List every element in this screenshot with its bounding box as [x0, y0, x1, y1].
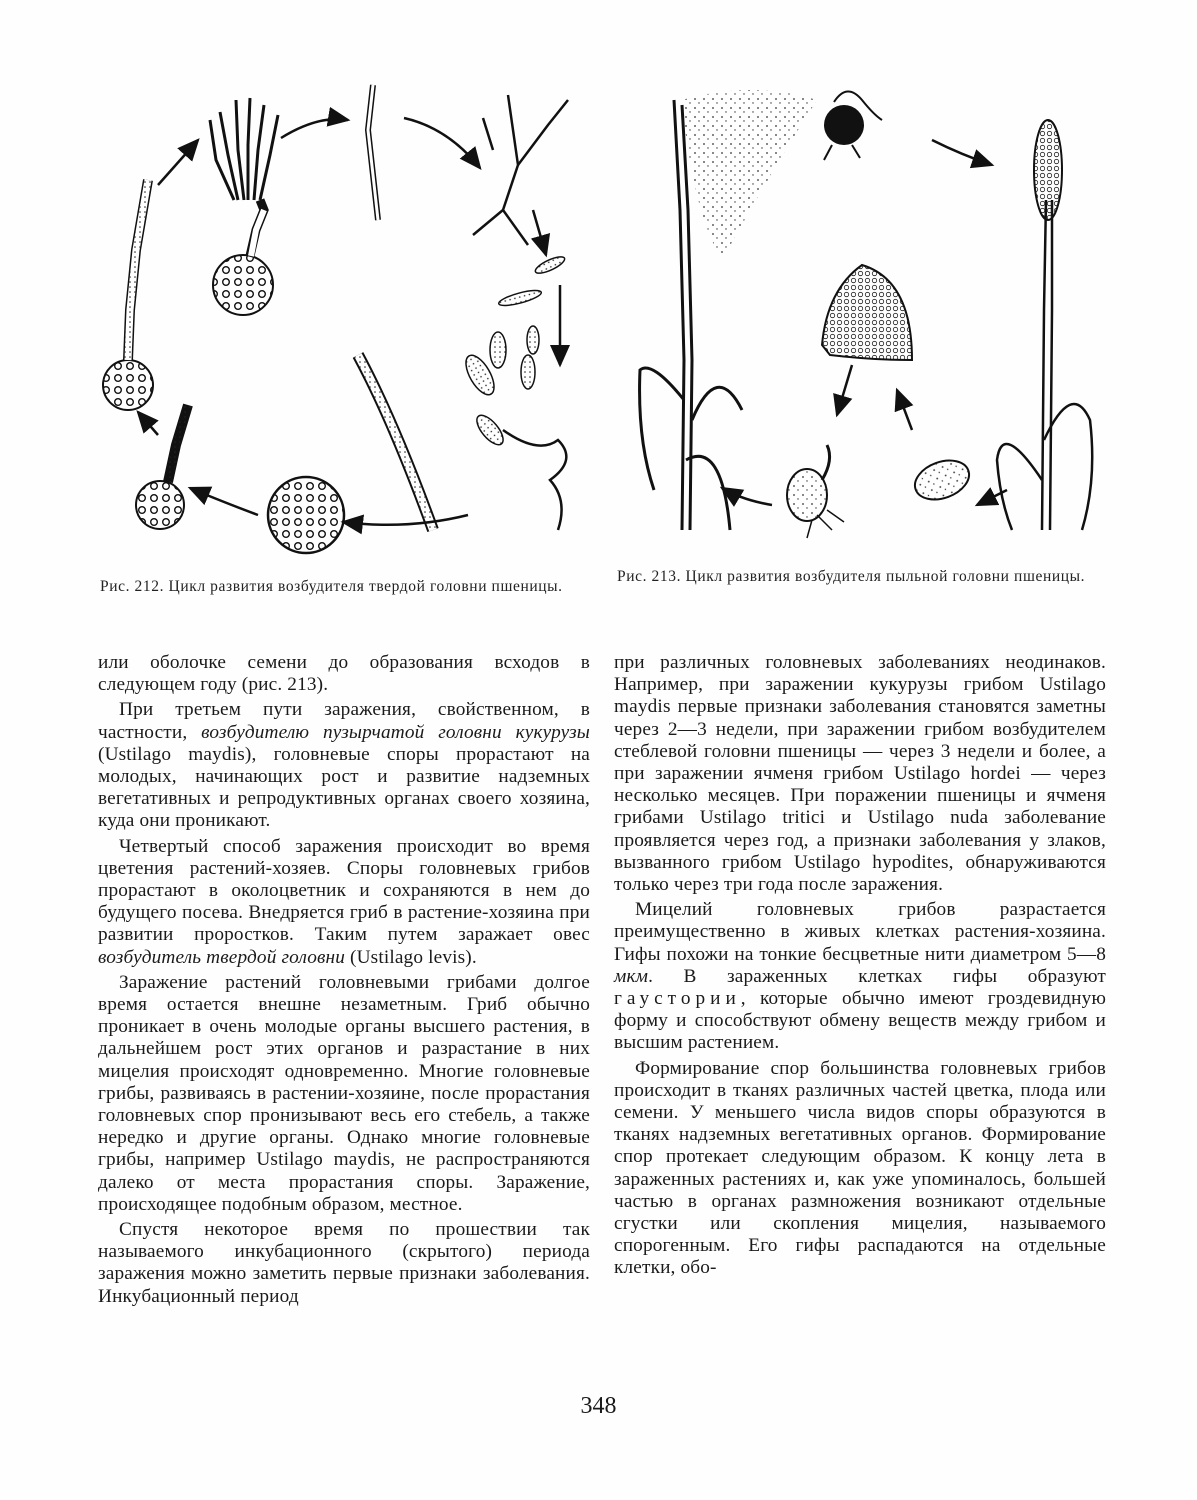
loose-smut-cycle-drawing	[612, 60, 1112, 560]
figure-213-caption: Рис. 213. Цикл развития возбудителя пыльной головни пшеницы.	[617, 568, 1086, 585]
italic-text: мкм	[614, 965, 649, 987]
spaced-term: гаустории	[614, 988, 741, 1010]
paragraph	[614, 899, 1106, 1054]
text-run: (Ustilago maydis), головневые споры прорастают на молодых, начинающих рост и развитие надземных вегетативных и репродуктивных органах своего хозяина, куда они проникают.	[98, 743, 590, 832]
text-run: Формирование спор большинства головневых грибов происходит в тканях различных частей цветка, плода или семени. У меньшего числа видов споры образуются в тканях надземных вегетативных органов. Формирование спор протекает следующим образом. К концу лета в зараженных растениях и, как уже упоминалось, большей частью в органах размножения возникают отдельные сгустки или скопления мицелия, называемого спорогенным. Его гифы распадаются на отдельные клетки, обо-	[614, 1057, 1106, 1279]
paragraph-continued	[98, 652, 590, 696]
figure-212-caption: Рис. 212. Цикл развития возбудителя твердой головни пшеницы.	[100, 578, 563, 595]
text-run: Мицелий головневых грибов разрастается преимущественно в живых клетках растения-хозяина. Гифы похожи на тонкие бесцветные нити диаметром 5—8	[614, 899, 1106, 965]
figure-213-illustration	[612, 60, 1112, 560]
text-run: . В зараженных клетках гифы образуют	[648, 965, 1106, 987]
text-run: или оболочке семени до образования всходов в следующем году (рис. 213).	[98, 652, 590, 696]
paragraph	[98, 836, 590, 969]
left-text-column	[98, 652, 590, 1308]
text-run: Заражение растений головневыми грибами долгое время остается внешне незаметным. Гриб обычно проникает в очень молодые органы высшего растения, в дальнейшем рост этих органов и разрастание в них мицелия происходят одновременно. Многие головневые грибы, развиваясь в растении-хозяине, после прорастания головневых спор пронизывают весь его стебель, а также нередко и другие органы. Однако многие головневые грибы, например Ustilago maydis, не распространяются далеко от места прорастания споры. Заражение, происходящее подобным образом, местное.	[98, 971, 590, 1215]
right-text-column	[614, 652, 1106, 1280]
italic-text: возбудитель твердой головни	[98, 946, 346, 968]
italic-text: возбудителю пузырчатой головни кукурузы	[201, 721, 590, 743]
text-run: при различных головневых заболеваниях неодинаков. Например, при заражении кукурузы грибом Ustilago maydis первые признаки заболевания становятся заметны через 2—3 недели, при заражении грибом возбудителем стеблевой головни пшеницы — через 3 недели и более, а при заражении ячменя грибом Ustilago hordei — через несколько месяцев. При поражении пшеницы и ячменя грибами Ustilago tritici и Ustilago nuda заболевание проявляется через год, а признаки заболевания у злаков, вызванного грибом Ustilago hypodites, обнаруживаются только через три года после заражения.	[614, 652, 1106, 896]
text-run: При третьем пути заражения, свойственном, в частности,	[98, 699, 590, 743]
figure-212-illustration	[88, 60, 608, 560]
paragraph-continued	[614, 652, 1106, 896]
page-number: 348	[580, 1393, 617, 1419]
paragraph	[98, 972, 590, 1216]
text-run: (Ustilago levis).	[345, 946, 477, 968]
text-run: , которые обычно имеют гроздевидную форму и способствуют обмену веществ между грибом и высшим растением.	[614, 988, 1106, 1054]
paragraph	[98, 1219, 590, 1308]
paragraph	[98, 699, 590, 832]
text-run: Четвертый способ заражения происходит во время цветения растений-хозяев. Споры головневых грибов прорастают в околоцветник и сохраняются в нем до будущего посева. Внедряется гриб в растение-хозяина при развитии проростков. Таким путем заражает овес	[98, 835, 590, 946]
paragraph	[614, 1058, 1106, 1280]
text-run: Спустя некоторое время по прошествии так называемого инкубационного (скрытого) периода заражения можно заметить первые признаки заболевания. Инкубационный период	[98, 1219, 590, 1307]
smut-cycle-drawing	[88, 60, 608, 560]
